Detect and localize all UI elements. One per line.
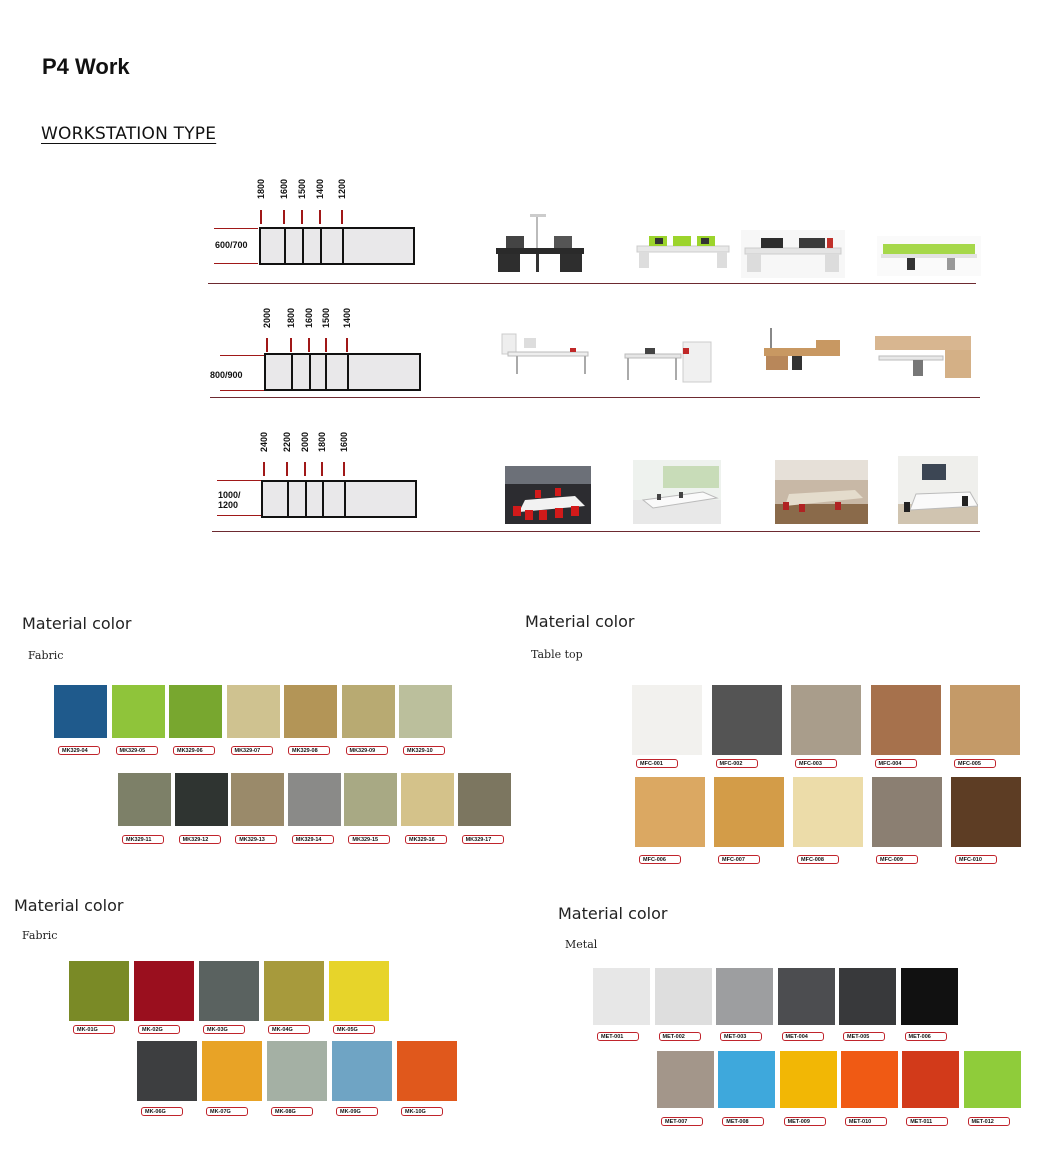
swatch-code-label: MK329-15: [348, 835, 390, 844]
depth-label: 600/700: [215, 240, 248, 250]
swatch-code-label: MK-07G: [206, 1107, 248, 1116]
color-swatch: [793, 777, 863, 847]
swatch-code-label: MFC-004: [875, 759, 917, 768]
color-swatch: [288, 773, 341, 826]
swatch-code-label: MK-09G: [336, 1107, 378, 1116]
workstation-photo: [877, 236, 981, 276]
color-swatch: [716, 968, 773, 1025]
swatch-code-label: MET-007: [661, 1117, 703, 1126]
workstation-photo: [898, 456, 978, 524]
swatch-code-label: MET-006: [905, 1032, 947, 1041]
color-swatch: [964, 1051, 1021, 1108]
swatch-code-label: MK329-07: [231, 746, 273, 755]
color-swatch: [712, 685, 782, 755]
color-swatch: [778, 968, 835, 1025]
length-label: 1600: [339, 431, 349, 452]
workstation-photo: [775, 460, 868, 524]
swatch-code-label: MK329-08: [288, 746, 330, 755]
color-swatch: [593, 968, 650, 1025]
workstation-diagram: [259, 227, 415, 265]
swatch-code-label: MK329-17: [462, 835, 504, 844]
swatch-code-label: MET-001: [597, 1032, 639, 1041]
depth-tick: [214, 263, 258, 264]
color-swatch: [199, 961, 259, 1021]
swatch-code-label: MK329-16: [405, 835, 447, 844]
swatch-code-label: MK-08G: [271, 1107, 313, 1116]
length-label: 2200: [282, 431, 292, 452]
color-swatch: [202, 1041, 262, 1101]
swatch-code-label: MK-05G: [333, 1025, 375, 1034]
section-subtitle: Table top: [531, 648, 583, 661]
color-swatch: [791, 685, 861, 755]
color-swatch: [902, 1051, 959, 1108]
swatch-code-label: MK329-06: [173, 746, 215, 755]
section-title: Material color: [525, 612, 635, 631]
length-label: 1800: [256, 178, 266, 199]
length-label: 1400: [315, 178, 325, 199]
section-subtitle: Fabric: [28, 649, 64, 662]
workstation-photo: [623, 340, 715, 384]
color-swatch: [950, 685, 1020, 755]
section-heading-workstation-type: WORKSTATION TYPE: [41, 124, 217, 144]
depth-tick: [214, 228, 258, 229]
swatch-code-label: MFC-001: [636, 759, 678, 768]
color-swatch: [284, 685, 337, 738]
swatch-code-label: MET-009: [784, 1117, 826, 1126]
color-swatch: [342, 685, 395, 738]
color-swatch: [54, 685, 107, 738]
swatch-code-label: MK329-12: [179, 835, 221, 844]
swatch-code-label: MET-011: [906, 1117, 948, 1126]
section-title: Material color: [22, 614, 132, 633]
color-swatch: [401, 773, 454, 826]
color-swatch: [329, 961, 389, 1021]
workstation-photo: [500, 330, 590, 378]
workstation-photo: [633, 460, 721, 524]
swatch-code-label: MFC-009: [876, 855, 918, 864]
workstation-photo: [741, 230, 845, 278]
color-swatch: [397, 1041, 457, 1101]
swatch-code-label: MFC-007: [718, 855, 760, 864]
swatch-code-label: MET-008: [722, 1117, 764, 1126]
length-label: 1200: [337, 178, 347, 199]
color-swatch: [458, 773, 511, 826]
section-subtitle: Metal: [565, 938, 598, 951]
section-subtitle: Fabric: [22, 929, 58, 942]
section-title: Material color: [14, 896, 124, 915]
color-swatch: [69, 961, 129, 1021]
swatch-code-label: MFC-010: [955, 855, 997, 864]
color-swatch: [267, 1041, 327, 1101]
swatch-code-label: MK-10G: [401, 1107, 443, 1116]
color-swatch: [332, 1041, 392, 1101]
swatch-code-label: MK329-09: [346, 746, 388, 755]
workstation-photo: [873, 332, 973, 380]
swatch-code-label: MET-010: [845, 1117, 887, 1126]
color-swatch: [399, 685, 452, 738]
color-swatch: [632, 685, 702, 755]
swatch-code-label: MK-01G: [73, 1025, 115, 1034]
color-swatch: [231, 773, 284, 826]
swatch-code-label: MET-003: [720, 1032, 762, 1041]
length-label: 1800: [286, 307, 296, 328]
color-swatch: [872, 777, 942, 847]
swatch-code-label: MFC-008: [797, 855, 839, 864]
color-swatch: [657, 1051, 714, 1108]
color-swatch: [264, 961, 324, 1021]
swatch-code-label: MK329-04: [58, 746, 100, 755]
color-swatch: [718, 1051, 775, 1108]
color-swatch: [118, 773, 171, 826]
row-divider: [208, 283, 976, 284]
workstation-photo: [760, 326, 844, 376]
color-swatch: [169, 685, 222, 738]
length-label: 1600: [279, 178, 289, 199]
color-swatch: [227, 685, 280, 738]
depth-label: 1000/ 1200: [218, 490, 241, 510]
length-label: 1800: [317, 431, 327, 452]
length-label: 2000: [300, 431, 310, 452]
workstation-photo: [505, 466, 591, 524]
swatch-code-label: MK329-14: [292, 835, 334, 844]
swatch-code-label: MK-03G: [203, 1025, 245, 1034]
swatch-code-label: MK329-13: [235, 835, 277, 844]
swatch-code-label: MK-04G: [268, 1025, 310, 1034]
swatch-code-label: MK329-05: [116, 746, 158, 755]
length-label: 1600: [304, 307, 314, 328]
color-swatch: [780, 1051, 837, 1108]
length-label: 1500: [297, 178, 307, 199]
section-title: Material color: [558, 904, 668, 923]
swatch-code-label: MFC-006: [639, 855, 681, 864]
color-swatch: [841, 1051, 898, 1108]
row-divider: [212, 531, 980, 532]
workstation-diagram: [264, 353, 421, 391]
color-swatch: [655, 968, 712, 1025]
length-label: 1500: [321, 307, 331, 328]
workstation-diagram: [261, 480, 417, 518]
swatch-code-label: MET-005: [843, 1032, 885, 1041]
color-swatch: [137, 1041, 197, 1101]
length-label: 2400: [259, 431, 269, 452]
color-swatch: [871, 685, 941, 755]
swatch-code-label: MFC-002: [716, 759, 758, 768]
length-label: 2000: [262, 307, 272, 328]
swatch-code-label: MET-002: [659, 1032, 701, 1041]
swatch-code-label: MFC-005: [954, 759, 996, 768]
length-label: 1400: [342, 307, 352, 328]
swatch-code-label: MK-02G: [138, 1025, 180, 1034]
swatch-code-label: MET-012: [968, 1117, 1010, 1126]
color-swatch: [112, 685, 165, 738]
swatch-code-label: MK329-11: [122, 835, 164, 844]
color-swatch: [714, 777, 784, 847]
swatch-code-label: MFC-003: [795, 759, 837, 768]
row-divider: [210, 397, 980, 398]
swatch-code-label: MK-06G: [141, 1107, 183, 1116]
workstation-photo: [492, 212, 588, 274]
color-swatch: [344, 773, 397, 826]
depth-label: 800/900: [210, 370, 243, 380]
workstation-photo: [635, 230, 731, 274]
color-swatch: [635, 777, 705, 847]
color-swatch: [839, 968, 896, 1025]
color-swatch: [175, 773, 228, 826]
color-swatch: [901, 968, 958, 1025]
swatch-code-label: MET-004: [782, 1032, 824, 1041]
page-title: P4 Work: [42, 54, 130, 79]
color-swatch: [951, 777, 1021, 847]
color-swatch: [134, 961, 194, 1021]
swatch-code-label: MK329-10: [403, 746, 445, 755]
